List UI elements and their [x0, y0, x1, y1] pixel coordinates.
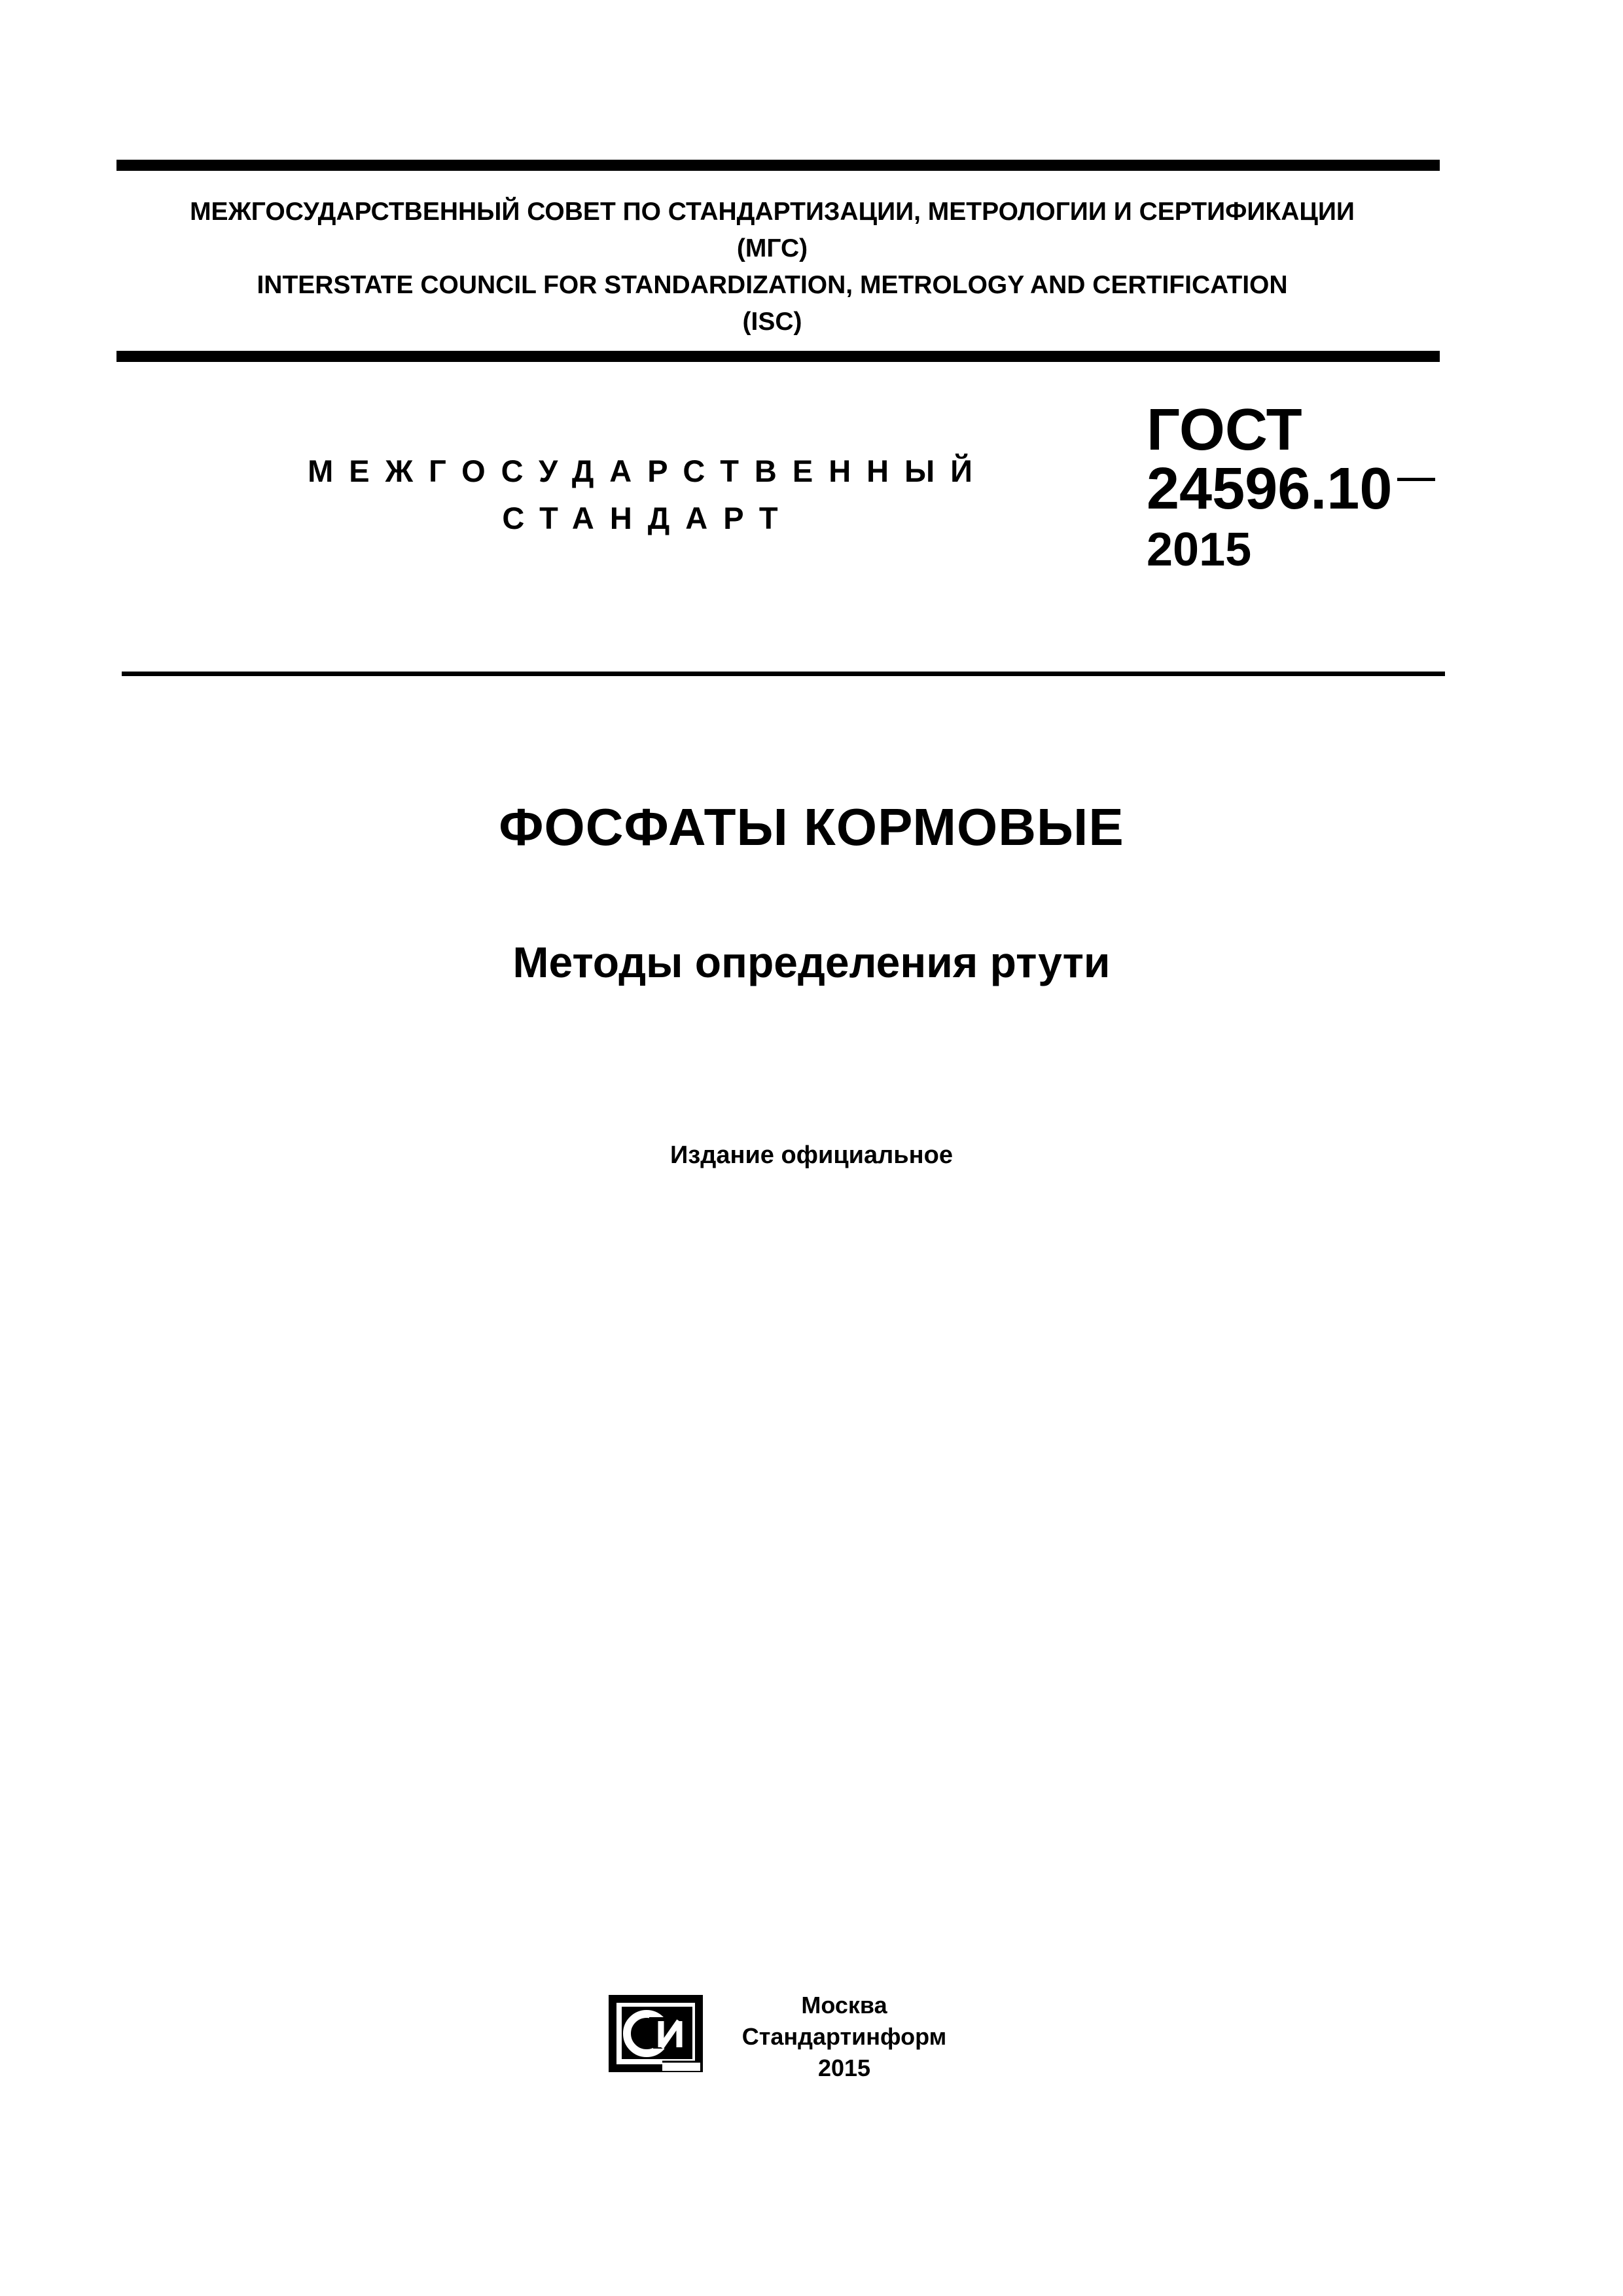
gost-number-row [1147, 456, 1435, 522]
standard-type [262, 448, 1034, 542]
publisher-city: Москва [801, 1992, 887, 2018]
document-title: ФОСФАТЫ КОРМОВЫЕ [499, 798, 1124, 856]
gost-dash [1397, 478, 1435, 481]
document-subtitle: Методы определения ртути [512, 938, 1111, 986]
standard-type-line2: СТАНДАРТ [502, 501, 794, 535]
standard-type-line1: МЕЖГОСУДАРСТВЕННЫЙ [308, 454, 988, 488]
second-rule [116, 351, 1440, 362]
publisher-year: 2015 [817, 2054, 871, 2081]
edition-note: Издание официальное [670, 1141, 953, 1169]
third-rule [122, 672, 1445, 676]
gost-year: 2015 [1147, 524, 1252, 576]
gost-label: ГОСТ [1147, 397, 1302, 463]
top-rule [116, 160, 1440, 171]
publisher-block [720, 1990, 969, 2084]
publisher-name: Стандартинформ [741, 2023, 947, 2050]
council-name-ru: МЕЖГОСУДАРСТВЕННЫЙ СОВЕТ ПО СТАНДАРТИЗАЦИИ, МЕТРОЛОГИИ И СЕРТИФИКАЦИИ [190, 198, 1355, 226]
council-abbr-ru: (МГС) [736, 234, 808, 262]
gost-designation [1147, 397, 1435, 577]
council-abbr-en: (ISC) [742, 308, 802, 336]
council-block [118, 194, 1427, 340]
standartinform-logo-icon [607, 1994, 704, 2073]
gost-number: 24596.10 [1147, 456, 1393, 522]
council-name-en: INTERSTATE COUNCIL FOR STANDARDIZATION, METROLOGY AND CERTIFICATION [257, 271, 1288, 299]
